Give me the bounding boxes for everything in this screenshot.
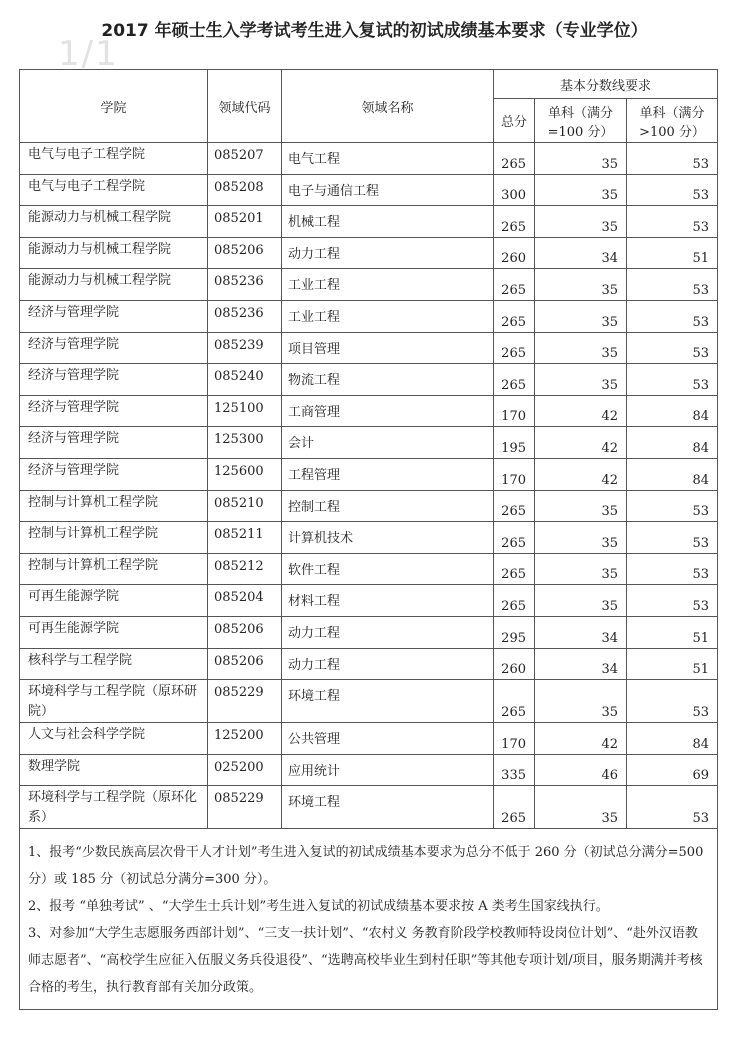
college-cell: 控制与计算机工程学院 [20, 490, 208, 522]
single-over-100-score-cell: 53 [627, 786, 718, 829]
code-cell: 085210 [208, 490, 282, 522]
code-cell: 085206 [208, 648, 282, 680]
code-cell: 085240 [208, 364, 282, 396]
total-score-cell: 260 [494, 648, 535, 680]
major-name-cell: 软件工程 [282, 553, 494, 585]
single-over-100-score-cell: 53 [627, 680, 718, 723]
major-name-cell: 动力工程 [282, 616, 494, 648]
table-row [20, 332, 718, 364]
college-cell: 经济与管理学院 [20, 332, 208, 364]
code-cell: 085239 [208, 332, 282, 364]
note-2: 2、报考 “单独考试” 、“大学生士兵计划”考生进入复试的初试成绩基本要求按 A 类考生国家线执行。 [28, 899, 609, 915]
code-cell: 085208 [208, 174, 282, 206]
total-score-cell: 265 [494, 553, 535, 585]
code-cell: 125100 [208, 395, 282, 427]
single-100-score-cell: 35 [535, 206, 627, 238]
single-over-100-score-cell: 84 [627, 427, 718, 459]
college-cell: 环境科学与工程学院（原环研院） [20, 680, 208, 723]
college-cell: 可再生能源学院 [20, 616, 208, 648]
header-single-100: 单科（满分=100 分） [535, 99, 627, 143]
single-over-100-score-cell: 53 [627, 143, 718, 175]
major-name-cell: 公共管理 [282, 723, 494, 755]
total-score-cell: 265 [494, 585, 535, 617]
major-name-cell: 工商管理 [282, 395, 494, 427]
header-total: 总分 [494, 99, 535, 143]
single-over-100-score-cell: 53 [627, 522, 718, 554]
code-cell: 125600 [208, 458, 282, 490]
header-code: 领域代码 [208, 70, 282, 143]
code-cell: 085207 [208, 143, 282, 175]
table-row [20, 427, 718, 459]
college-cell: 能源动力与机械工程学院 [20, 269, 208, 301]
code-cell: 085211 [208, 522, 282, 554]
table-row [20, 723, 718, 755]
single-over-100-score-cell: 53 [627, 174, 718, 206]
total-score-cell: 265 [494, 206, 535, 238]
table-row [20, 174, 718, 206]
total-score-cell: 170 [494, 723, 535, 755]
major-name-cell: 物流工程 [282, 364, 494, 396]
code-cell: 085236 [208, 300, 282, 332]
major-name-cell: 会计 [282, 427, 494, 459]
single-100-score-cell: 35 [535, 522, 627, 554]
college-cell: 经济与管理学院 [20, 300, 208, 332]
single-100-score-cell: 42 [535, 723, 627, 755]
major-name-cell: 电气工程 [282, 143, 494, 175]
single-100-score-cell: 35 [535, 143, 627, 175]
major-name-cell: 环境工程 [282, 680, 494, 723]
major-name-cell: 工程管理 [282, 458, 494, 490]
single-over-100-score-cell: 51 [627, 237, 718, 269]
code-cell: 085204 [208, 585, 282, 617]
college-cell: 控制与计算机工程学院 [20, 553, 208, 585]
header-single-over-100: 单科（满分>100 分） [627, 99, 718, 143]
single-over-100-score-cell: 53 [627, 585, 718, 617]
single-100-score-cell: 42 [535, 427, 627, 459]
total-score-cell: 265 [494, 680, 535, 723]
single-100-score-cell: 34 [535, 237, 627, 269]
major-name-cell: 应用统计 [282, 754, 494, 786]
table-row [20, 490, 718, 522]
total-score-cell: 300 [494, 174, 535, 206]
code-cell: 025200 [208, 754, 282, 786]
code-cell: 125300 [208, 427, 282, 459]
code-cell: 085201 [208, 206, 282, 238]
major-name-cell: 项目管理 [282, 332, 494, 364]
code-cell: 085229 [208, 680, 282, 723]
major-name-cell: 环境工程 [282, 786, 494, 829]
major-name-cell: 控制工程 [282, 490, 494, 522]
table-row [20, 364, 718, 396]
college-cell: 可再生能源学院 [20, 585, 208, 617]
college-cell: 经济与管理学院 [20, 395, 208, 427]
document-title: 2017 年硕士生入学考试考生进入复试的初试成绩基本要求（专业学位） [101, 21, 648, 41]
major-name-cell: 计算机技术 [282, 522, 494, 554]
table-row [20, 458, 718, 490]
code-cell: 085206 [208, 616, 282, 648]
total-score-cell: 170 [494, 458, 535, 490]
single-100-score-cell: 35 [535, 332, 627, 364]
single-100-score-cell: 46 [535, 754, 627, 786]
score-requirements-table [19, 69, 718, 1010]
code-cell: 085229 [208, 786, 282, 829]
college-cell: 数理学院 [20, 754, 208, 786]
table-row [20, 553, 718, 585]
table-row [20, 395, 718, 427]
major-name-cell: 动力工程 [282, 237, 494, 269]
single-over-100-score-cell: 53 [627, 269, 718, 301]
table-row [20, 754, 718, 786]
single-100-score-cell: 42 [535, 458, 627, 490]
total-score-cell: 265 [494, 143, 535, 175]
college-cell: 能源动力与机械工程学院 [20, 206, 208, 238]
single-100-score-cell: 42 [535, 395, 627, 427]
note-3: 3、对参加“大学生志愿服务西部计划”、“三支一扶计划”、“农村义 务教育阶段学校教师特设岗位计划”、“赴外汉语教师志愿者”、“高校学生应征入伍服义务兵役退役”、“选聘高校毕业生到村任职”等其他专项计划/项目，服务期满并考核合格的考生，执行教育部有关加分政策。 [28, 926, 703, 996]
single-100-score-cell: 35 [535, 553, 627, 585]
total-score-cell: 265 [494, 786, 535, 829]
table-body [20, 143, 718, 829]
code-cell: 085206 [208, 237, 282, 269]
single-over-100-score-cell: 53 [627, 364, 718, 396]
college-cell: 经济与管理学院 [20, 458, 208, 490]
major-name-cell: 材料工程 [282, 585, 494, 617]
single-over-100-score-cell: 84 [627, 723, 718, 755]
header-score-group: 基本分数线要求 [494, 70, 718, 99]
header-name: 领域名称 [282, 70, 494, 143]
single-100-score-cell: 35 [535, 300, 627, 332]
total-score-cell: 265 [494, 332, 535, 364]
single-over-100-score-cell: 53 [627, 206, 718, 238]
major-name-cell: 电子与通信工程 [282, 174, 494, 206]
single-over-100-score-cell: 53 [627, 332, 718, 364]
single-100-score-cell: 35 [535, 680, 627, 723]
college-cell: 经济与管理学院 [20, 427, 208, 459]
total-score-cell: 265 [494, 364, 535, 396]
table-row [20, 237, 718, 269]
college-cell: 电气与电子工程学院 [20, 143, 208, 175]
single-100-score-cell: 35 [535, 585, 627, 617]
total-score-cell: 170 [494, 395, 535, 427]
college-cell: 控制与计算机工程学院 [20, 522, 208, 554]
table-row [20, 648, 718, 680]
college-cell: 人文与社会科学学院 [20, 723, 208, 755]
major-name-cell: 动力工程 [282, 648, 494, 680]
total-score-cell: 195 [494, 427, 535, 459]
table-row [20, 585, 718, 617]
table-row [20, 786, 718, 829]
total-score-cell: 265 [494, 522, 535, 554]
code-cell: 125200 [208, 723, 282, 755]
single-100-score-cell: 34 [535, 648, 627, 680]
single-over-100-score-cell: 51 [627, 616, 718, 648]
single-over-100-score-cell: 53 [627, 300, 718, 332]
single-over-100-score-cell: 84 [627, 458, 718, 490]
table-row [20, 206, 718, 238]
college-cell: 经济与管理学院 [20, 364, 208, 396]
college-cell: 核科学与工程学院 [20, 648, 208, 680]
total-score-cell: 295 [494, 616, 535, 648]
header-college: 学院 [20, 70, 208, 143]
table-row [20, 143, 718, 175]
major-name-cell: 机械工程 [282, 206, 494, 238]
single-100-score-cell: 35 [535, 364, 627, 396]
single-100-score-cell: 34 [535, 616, 627, 648]
single-over-100-score-cell: 69 [627, 754, 718, 786]
page-number-watermark: 1/1 [58, 34, 119, 74]
notes-cell [20, 829, 718, 1010]
single-100-score-cell: 35 [535, 269, 627, 301]
single-over-100-score-cell: 84 [627, 395, 718, 427]
table-row [20, 269, 718, 301]
single-over-100-score-cell: 51 [627, 648, 718, 680]
total-score-cell: 335 [494, 754, 535, 786]
note-1: 1、报考“少数民族高层次骨干人才计划”考生进入复试的初试成绩基本要求为总分不低于 260 分（初试总分满分=500 分）或 185 分（初试总分满分=300 分）。 [28, 845, 704, 888]
single-over-100-score-cell: 53 [627, 490, 718, 522]
total-score-cell: 260 [494, 237, 535, 269]
total-score-cell: 265 [494, 300, 535, 332]
table-row [20, 680, 718, 723]
total-score-cell: 265 [494, 490, 535, 522]
college-cell: 环境科学与工程学院（原环化系） [20, 786, 208, 829]
table-row [20, 522, 718, 554]
college-cell: 电气与电子工程学院 [20, 174, 208, 206]
major-name-cell: 工业工程 [282, 269, 494, 301]
single-over-100-score-cell: 53 [627, 553, 718, 585]
table-row [20, 616, 718, 648]
table-row [20, 300, 718, 332]
code-cell: 085212 [208, 553, 282, 585]
single-100-score-cell: 35 [535, 786, 627, 829]
total-score-cell: 265 [494, 269, 535, 301]
single-100-score-cell: 35 [535, 490, 627, 522]
code-cell: 085236 [208, 269, 282, 301]
major-name-cell: 工业工程 [282, 300, 494, 332]
college-cell: 能源动力与机械工程学院 [20, 237, 208, 269]
single-100-score-cell: 35 [535, 174, 627, 206]
